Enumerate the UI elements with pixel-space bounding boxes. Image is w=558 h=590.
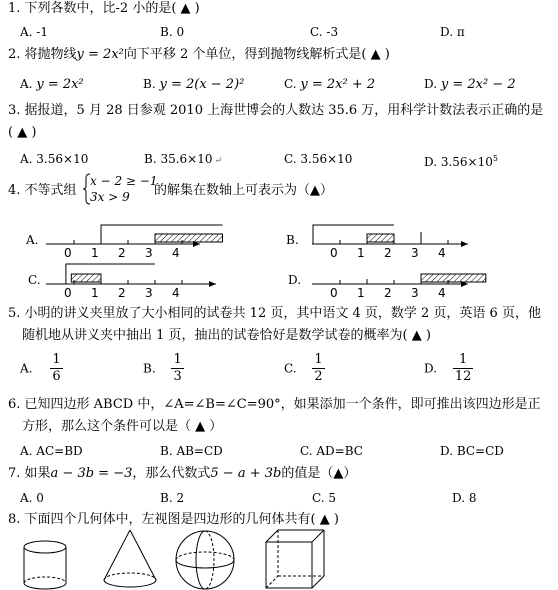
cylinder-figure bbox=[20, 537, 70, 590]
tick-label: 2 bbox=[384, 246, 392, 260]
tick-label: 2 bbox=[118, 246, 126, 260]
tick-label: 0 bbox=[330, 286, 338, 300]
q2-option-c: C. y = 2x² + 2 bbox=[284, 77, 376, 92]
sphere-figure bbox=[172, 528, 238, 590]
q1-option-d: D. π bbox=[440, 25, 465, 39]
q2-option-b: B. y = 2(x − 2)² bbox=[143, 77, 245, 92]
q2-option-a: A. y = 2x² bbox=[20, 77, 84, 92]
q4-label-b: B. bbox=[286, 233, 299, 247]
q3-option-d-exponent: 5 bbox=[492, 154, 498, 163]
q6-option-b: B. AB=CD bbox=[160, 444, 223, 458]
q5-option-b: B. $\frac{1}{3}$ bbox=[143, 352, 182, 384]
q7-option-d: D. 8 bbox=[452, 491, 477, 505]
q3-stem-line2: ( ▲ ) bbox=[8, 125, 37, 140]
tick-label: 1 bbox=[357, 246, 365, 260]
q1-option-c: C. -3 bbox=[310, 25, 339, 39]
q4-system-line1: x − 2 ≥ −1 bbox=[90, 174, 158, 188]
tick-label: 1 bbox=[91, 286, 99, 300]
tick-label: 0 bbox=[64, 246, 72, 260]
tick-label: 2 bbox=[384, 286, 392, 300]
q4-label-a: A. bbox=[26, 233, 39, 247]
tick-label: 3 bbox=[411, 286, 419, 300]
q4-stem-post: 的解集在数轴上可表示为（▲） bbox=[154, 183, 333, 198]
tick-label: 0 bbox=[330, 246, 338, 260]
q4-label-c: C. bbox=[28, 273, 41, 287]
tick-label: 1 bbox=[357, 286, 365, 300]
tick-label: 3 bbox=[411, 246, 419, 260]
q7-stem: 7. 如果a − 3b = −3，那么代数式5 − a + 3b的值是（▲） bbox=[8, 466, 357, 481]
q8-stem: 8. 下面四个几何体中，左视图是四边形的几何体共有( ▲ ) bbox=[8, 512, 339, 527]
q7-option-c: C. 5 bbox=[312, 491, 337, 505]
q2-stem-func: y = 2x² bbox=[76, 47, 124, 62]
q3-option-d: D. $3.56\times 10^5$ bbox=[424, 154, 498, 169]
q3-stem-line1: 3. 据报道，5 月 28 日参观 2010 上海世博会的人数达 35.6 万，用科学计数法表示正确的是 bbox=[8, 103, 544, 118]
tick-label: 4 bbox=[172, 246, 180, 260]
tick-label: 3 bbox=[145, 286, 153, 300]
return-mark-icon: ↵ bbox=[214, 156, 223, 166]
tick-label: 3 bbox=[145, 246, 153, 260]
q3-option-a: A. 3.56×10 bbox=[20, 152, 89, 166]
tick-label: 2 bbox=[118, 286, 126, 300]
tick-label: 0 bbox=[64, 286, 72, 300]
q5-stem-line2: 随机地从讲义夹中抽出 1 页，抽出的试卷恰好是数学试卷的概率为( ▲ ) bbox=[22, 328, 431, 343]
q6-stem-line1: 6. 已知四边形 ABCD 中，∠A=∠B=∠C=90°，如果添加一个条件，即可推出该四边形是正 bbox=[8, 397, 541, 412]
q1-option-a: A. -1 bbox=[20, 25, 48, 39]
q5-stem-line1: 5. 小明的讲义夹里放了大小相同的试卷共 12 页，其中语文 4 页，数学 2 页，英语 6 页，他 bbox=[8, 306, 541, 321]
q3-option-c: C. 3.56×10 bbox=[284, 152, 353, 166]
q4-label-d: D. bbox=[288, 273, 302, 287]
q4-system-line2: 3x > 9 bbox=[90, 190, 130, 204]
tick-label: 4 bbox=[438, 286, 446, 300]
q6-stem-line2: 方形，那么这个条件可以是（ ▲ ） bbox=[22, 419, 223, 434]
q5-option-c: C. $\frac{1}{2}$ bbox=[284, 352, 323, 384]
q3-option-b: B. 35.6×10 ↵ bbox=[144, 152, 223, 166]
q7-option-b: B. 2 bbox=[160, 491, 185, 505]
q6-option-a: A. AC=BD bbox=[20, 444, 83, 458]
q6-option-d: D. BC=CD bbox=[440, 444, 504, 458]
q7-option-a: A. 0 bbox=[20, 491, 44, 505]
tick-label: 4 bbox=[172, 286, 180, 300]
q5-option-a: A. $\frac{1}{6}$ bbox=[20, 352, 61, 384]
q4-stem-pre: 4. 不等式组 bbox=[8, 183, 77, 198]
q2-option-d: D. y = 2x² − 2 bbox=[424, 77, 516, 92]
cone-figure bbox=[100, 528, 160, 590]
q5-option-d: D. $\frac{1}{12}$ bbox=[424, 352, 472, 384]
cube-figure bbox=[262, 528, 328, 590]
q6-option-c: C. AD=BC bbox=[300, 444, 363, 458]
q1-stem: 1. 下列各数中，比-2 小的是( ▲ ) bbox=[8, 1, 200, 16]
tick-label: 1 bbox=[91, 246, 99, 260]
tick-label: 4 bbox=[438, 246, 446, 260]
q1-option-b: B. 0 bbox=[160, 25, 185, 39]
q2-stem-post: 向下平移 2 个单位，得到抛物线解析式是( ▲ ) bbox=[123, 47, 390, 62]
q2-stem-pre: 2. 将抛物线 bbox=[8, 47, 77, 62]
